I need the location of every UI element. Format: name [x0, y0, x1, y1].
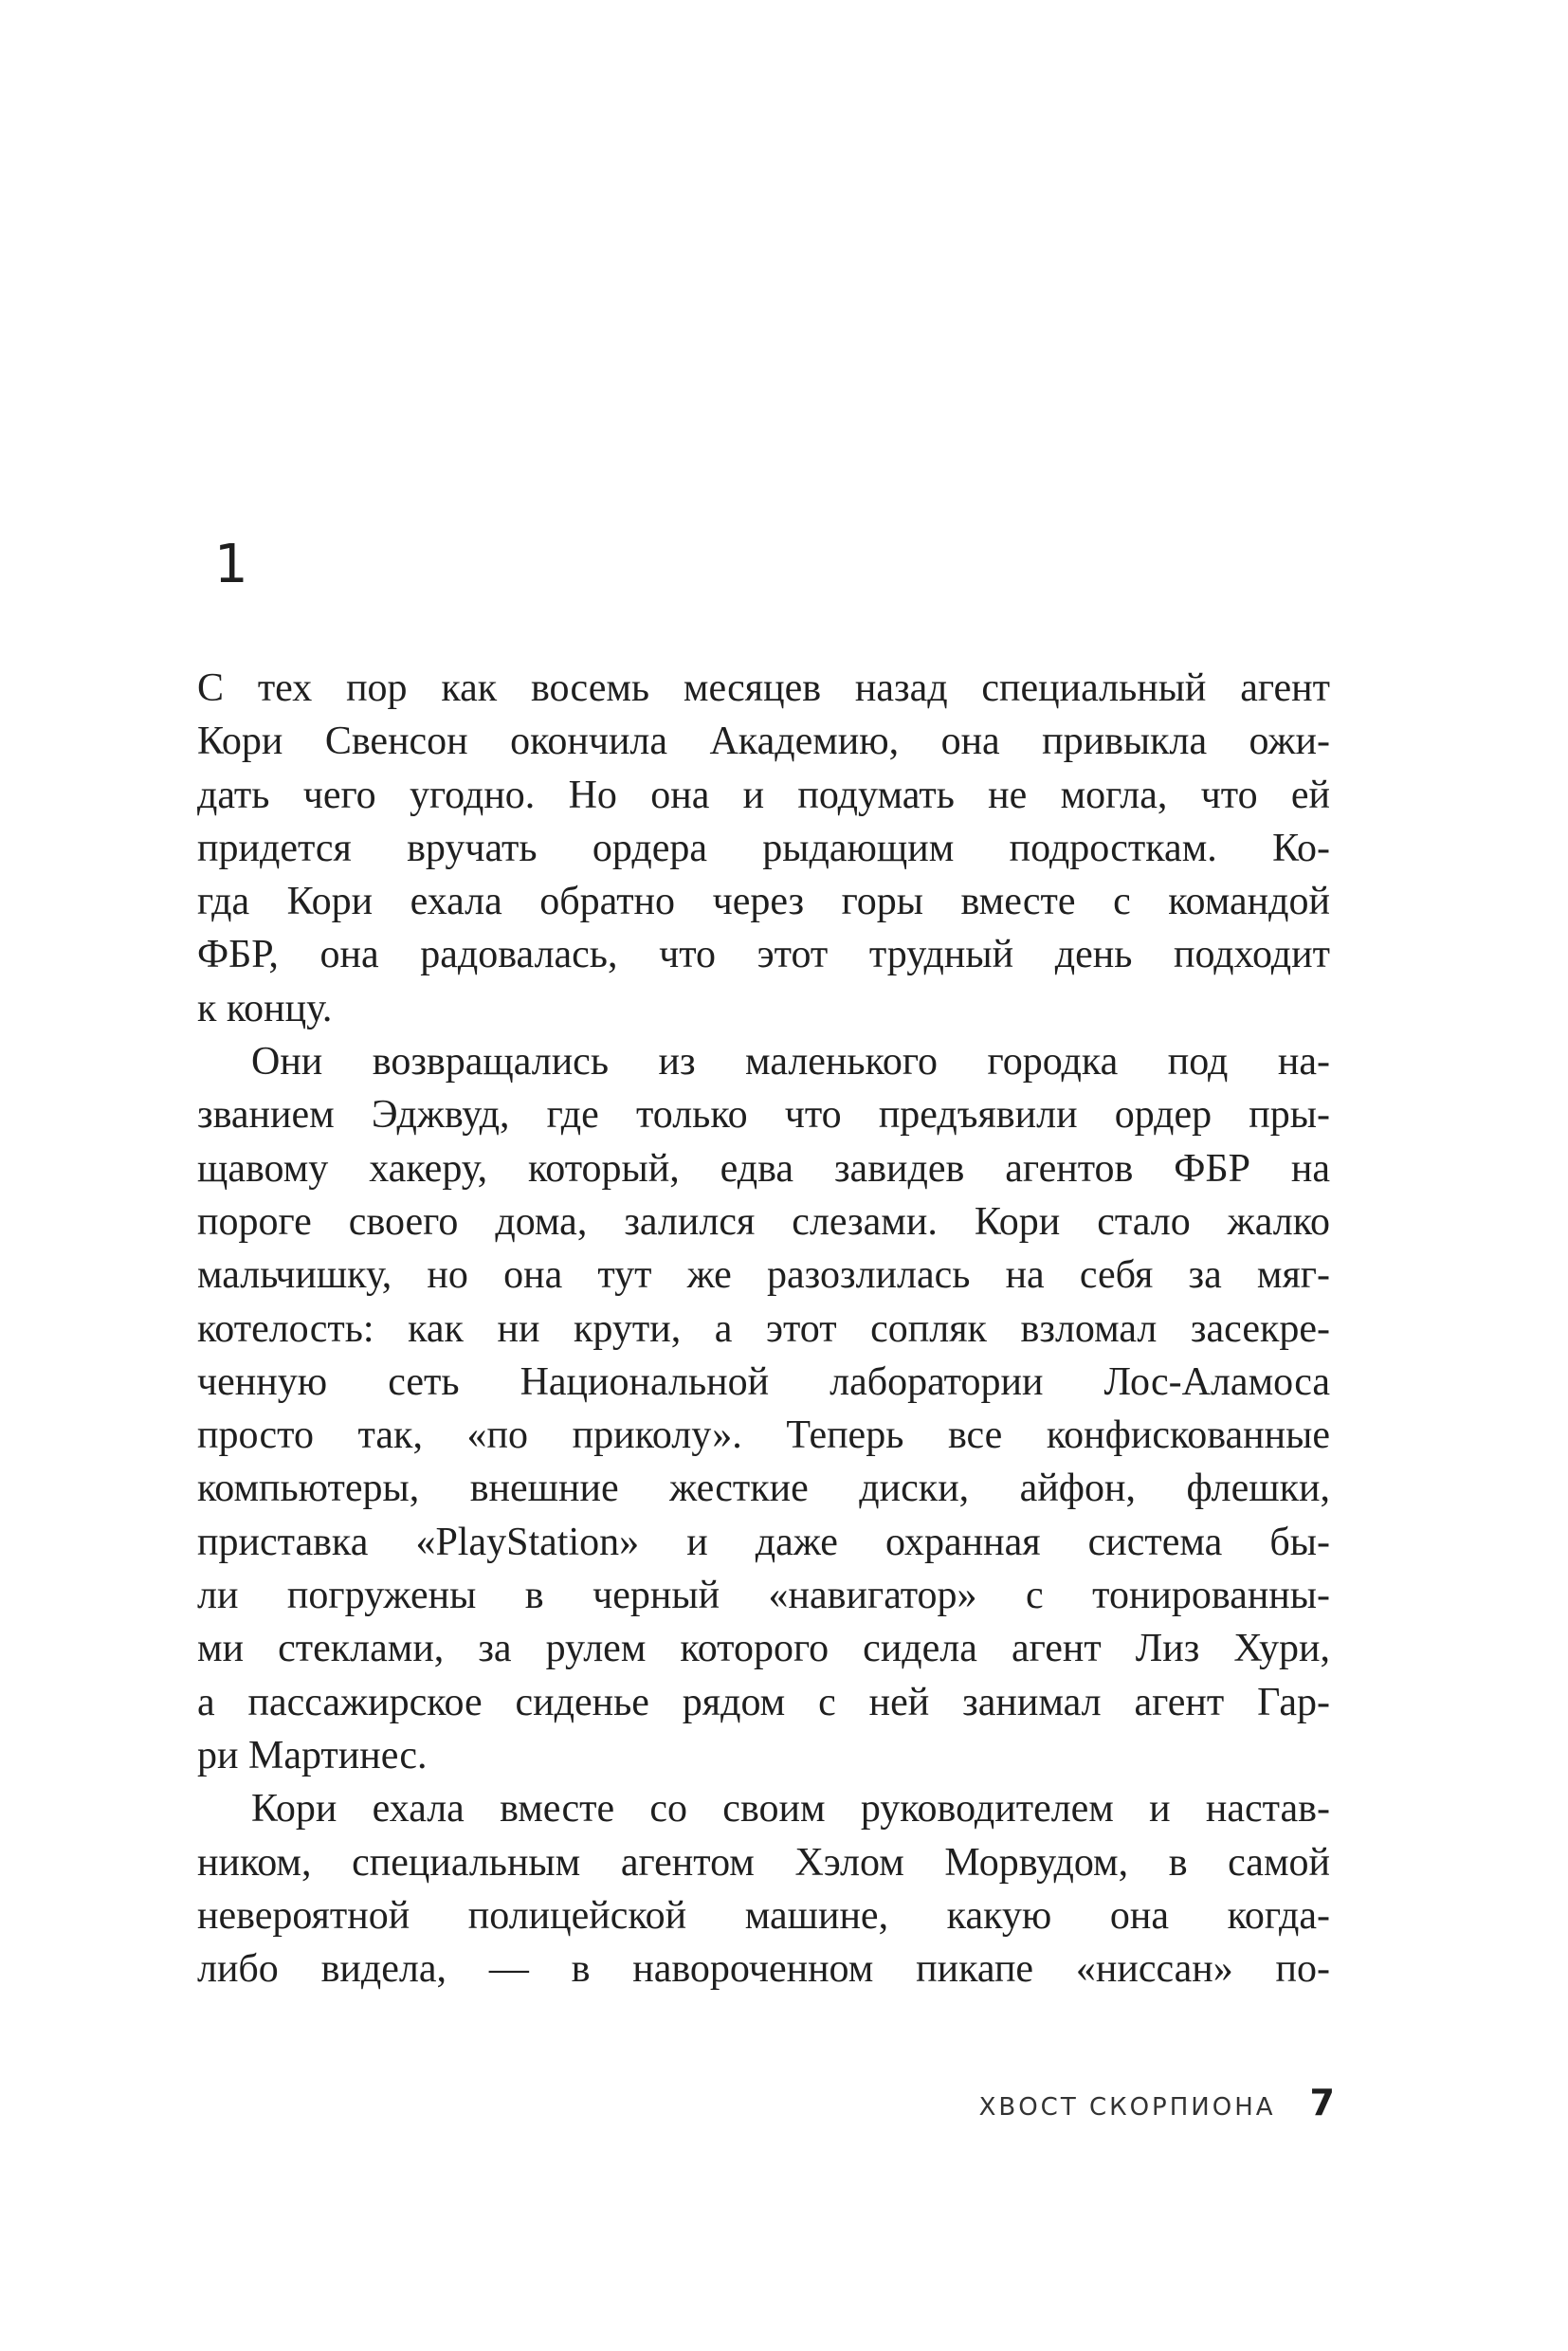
page-number: 7 [1309, 2082, 1335, 2123]
text-line: званием Эджвуд, где только что предъявили ордер пры- [197, 1093, 1330, 1138]
book-title-footer: ХВОСТ СКОРПИОНА [978, 2093, 1276, 2122]
text-line: Они возвращались из маленького городка под на- [251, 1040, 1330, 1084]
text-line: ми стеклами, за рулем которого сидела агент Лиз Хури, [197, 1627, 1330, 1671]
text-line: придется вручать ордера рыдающим подросткам. Ко- [197, 826, 1330, 870]
text-line: щавому хакеру, который, едва завидев агентов ФБР на [197, 1146, 1330, 1191]
text-line: а пассажирское сиденье рядом с ней занимал агент Гар- [197, 1680, 1330, 1724]
text-line: ченную сеть Национальной лаборатории Лос-Аламоса [197, 1359, 1330, 1404]
text-line: мальчишку, но она тут же разозлилась на себя за мяг- [197, 1253, 1330, 1298]
text-line: к концу. [197, 986, 333, 1030]
text-line: либо видела, — в навороченном пикапе «ниссан» по- [197, 1947, 1330, 1992]
text-line: ФБР, она радовалась, что этот трудный день подходит [197, 933, 1330, 977]
running-footer [758, 2082, 1335, 2129]
text-line: дать чего угодно. Но она и подумать не могла, что ей [197, 773, 1330, 817]
text-line: невероятной полицейской машине, какую она когда- [197, 1893, 1330, 1938]
text-line: котелость: как ни крути, а этот сопляк взломал засекре- [197, 1306, 1330, 1351]
text-line: Кори Свенсон окончила Академию, она привыкла ожи- [197, 720, 1330, 764]
text-line: гда Кори ехала обратно через горы вместе с командой [197, 880, 1330, 924]
text-line: приставка «PlayStation» и даже охранная система бы- [197, 1520, 1330, 1564]
chapter-number: 1 [214, 534, 248, 595]
text-line: ли погружены в черный «навигатор» с тонированны- [197, 1574, 1330, 1618]
text-line: пороге своего дома, залился слезами. Кори стало жалко [197, 1199, 1330, 1244]
text-line: Кори ехала вместе со своим руководителем и настав- [251, 1787, 1330, 1832]
chapter-body-text [197, 662, 1330, 1996]
text-line: ником, специальным агентом Хэлом Морвудом, в самой [197, 1840, 1330, 1885]
text-line: просто так, «по приколу». Теперь все конфискованные [197, 1413, 1330, 1458]
text-line: ри Мартинес. [197, 1733, 428, 1777]
text-line: компьютеры, внешние жесткие диски, айфон, флешки, [197, 1467, 1330, 1511]
text-line: С тех пор как восемь месяцев назад специальный агент [197, 666, 1330, 710]
